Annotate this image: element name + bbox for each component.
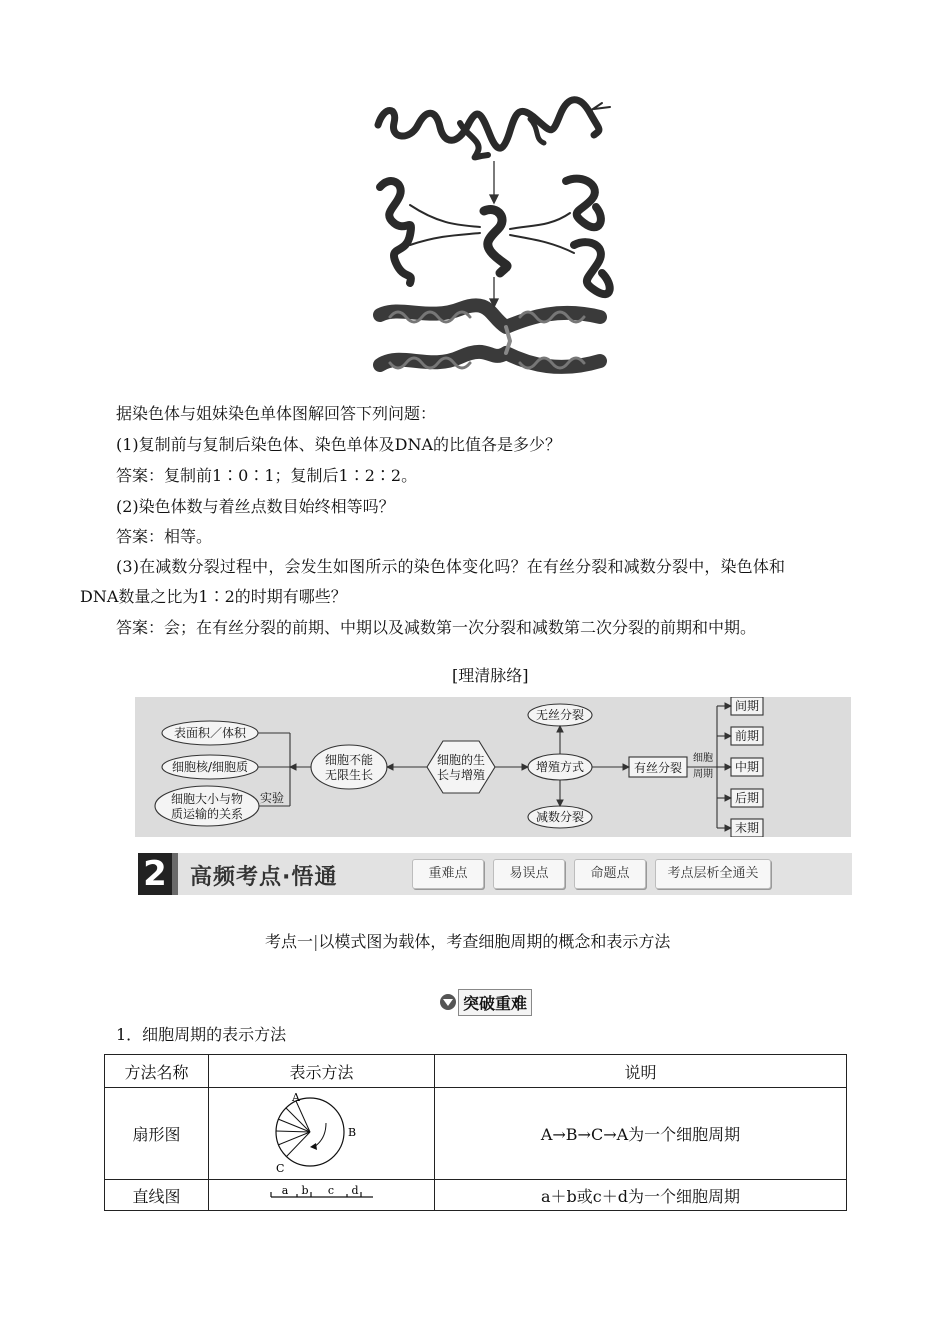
intro-text: 据染色体与姐妹染色单体图解回答下列问题： xyxy=(116,404,437,423)
label-modes: 增殖方式 xyxy=(535,760,585,774)
topic-label: 考点一 xyxy=(265,932,314,951)
fan-diagram-cell xyxy=(209,1088,435,1180)
subheading: 1．细胞周期的表示方法 xyxy=(116,1025,287,1044)
topic-line: 考点一|以模式图为载体，考查细胞周期的概念和表示方法 xyxy=(265,932,671,951)
label-nucleus-cytoplasm: 细胞核/细胞质 xyxy=(171,760,249,774)
label-mitosis: 有丝分裂 xyxy=(633,761,683,775)
row-description: a＋b或c＋d为一个细胞周期 xyxy=(435,1180,847,1211)
line-label-a: a xyxy=(281,1184,288,1197)
label-growth-2: 长与增殖 xyxy=(436,768,486,782)
question-1: (1)复制前与复制后染色体、染色单体及DNA的比值各是多少？ xyxy=(116,435,562,454)
line-label-d: d xyxy=(350,1184,359,1197)
label-cycle-1: 细胞 xyxy=(693,753,713,764)
row-name: 直线图 xyxy=(105,1180,209,1211)
tag-key-difficult[interactable]: 重难点 xyxy=(412,859,484,889)
table-row xyxy=(105,1088,847,1180)
label-cell-size-line-1: 细胞大小与物 xyxy=(170,792,244,806)
answer-1: 答案：复制前1∶0∶1；复制后1∶2∶2。 xyxy=(116,466,418,485)
header-description: 说明 xyxy=(435,1055,847,1088)
question-3-line-2: DNA数量之比为1∶2的时期有哪些？ xyxy=(80,587,347,606)
question-2: (2)染色体数与着丝点数目始终相等吗？ xyxy=(116,497,395,516)
label-cannot-grow-1: 细胞不能 xyxy=(324,753,374,767)
label-phase-5: 末期 xyxy=(734,821,760,835)
label-amitosis: 无丝分裂 xyxy=(535,708,585,722)
label-phase-2: 前期 xyxy=(734,729,760,743)
row-description: A→B→C→A为一个细胞周期 xyxy=(435,1088,847,1180)
label-cell-size-line-2: 质运输的关系 xyxy=(170,807,244,821)
fan-label-b: B xyxy=(347,1125,356,1139)
question-3-line-1: (3)在减数分裂过程中，会发生如图所示的染色体变化吗？在有丝分裂和减数分裂中，染色体和 xyxy=(116,557,786,576)
label-phase-4: 后期 xyxy=(734,791,760,805)
fan-diagram xyxy=(262,1089,382,1175)
node-cell-cannot-grow xyxy=(311,745,387,789)
badge-divider xyxy=(172,853,178,895)
line-label-c: c xyxy=(327,1184,334,1197)
label-experiment: 实验 xyxy=(259,791,285,805)
tag-test-points[interactable]: 命题点 xyxy=(574,859,646,889)
chromosome-replication-illustration xyxy=(370,95,618,393)
label-surface-volume: 表面积／体积 xyxy=(173,726,247,740)
answer-3: 答案：会；在有丝分裂的前期、中期以及减数第一次分裂和减数第二次分裂的前期和中期。 xyxy=(116,618,757,637)
concept-map xyxy=(135,697,851,837)
label-phase-1: 间期 xyxy=(734,699,760,713)
concept-map-heading: [理清脉络] xyxy=(452,666,529,685)
line-diagram-cell xyxy=(209,1180,435,1211)
callout xyxy=(440,990,532,1014)
row-name: 扇形图 xyxy=(105,1088,209,1180)
tag-error-prone[interactable]: 易误点 xyxy=(493,859,565,889)
section-number-badge: 2 xyxy=(138,853,172,895)
section-banner xyxy=(138,853,852,895)
line-diagram xyxy=(267,1181,377,1205)
label-cycle-2: 周期 xyxy=(693,769,713,780)
label-growth-1: 细胞的生 xyxy=(436,753,486,767)
callout-label: 突破重难 xyxy=(458,989,532,1016)
tag-all-clear[interactable]: 考点层析全通关 xyxy=(655,859,771,889)
line-label-b: b xyxy=(300,1184,309,1197)
fan-label-a: A xyxy=(291,1090,300,1104)
label-phase-3: 中期 xyxy=(734,760,760,774)
header-method-name: 方法名称 xyxy=(105,1055,209,1088)
table-row xyxy=(105,1180,847,1211)
header-representation: 表示方法 xyxy=(209,1055,435,1088)
banner-title: 高频考点·悟通 xyxy=(190,865,338,890)
topic-text: 以模式图为载体，考查细胞周期的概念和表示方法 xyxy=(318,932,671,951)
fan-label-c: C xyxy=(275,1161,284,1175)
node-growth-proliferation xyxy=(427,741,495,793)
label-meiosis: 减数分裂 xyxy=(535,810,585,824)
methods-table xyxy=(104,1054,847,1211)
triangle-down-icon xyxy=(440,994,456,1010)
label-cannot-grow-2: 无限生长 xyxy=(324,768,374,782)
answer-2: 答案：相等。 xyxy=(116,527,213,546)
